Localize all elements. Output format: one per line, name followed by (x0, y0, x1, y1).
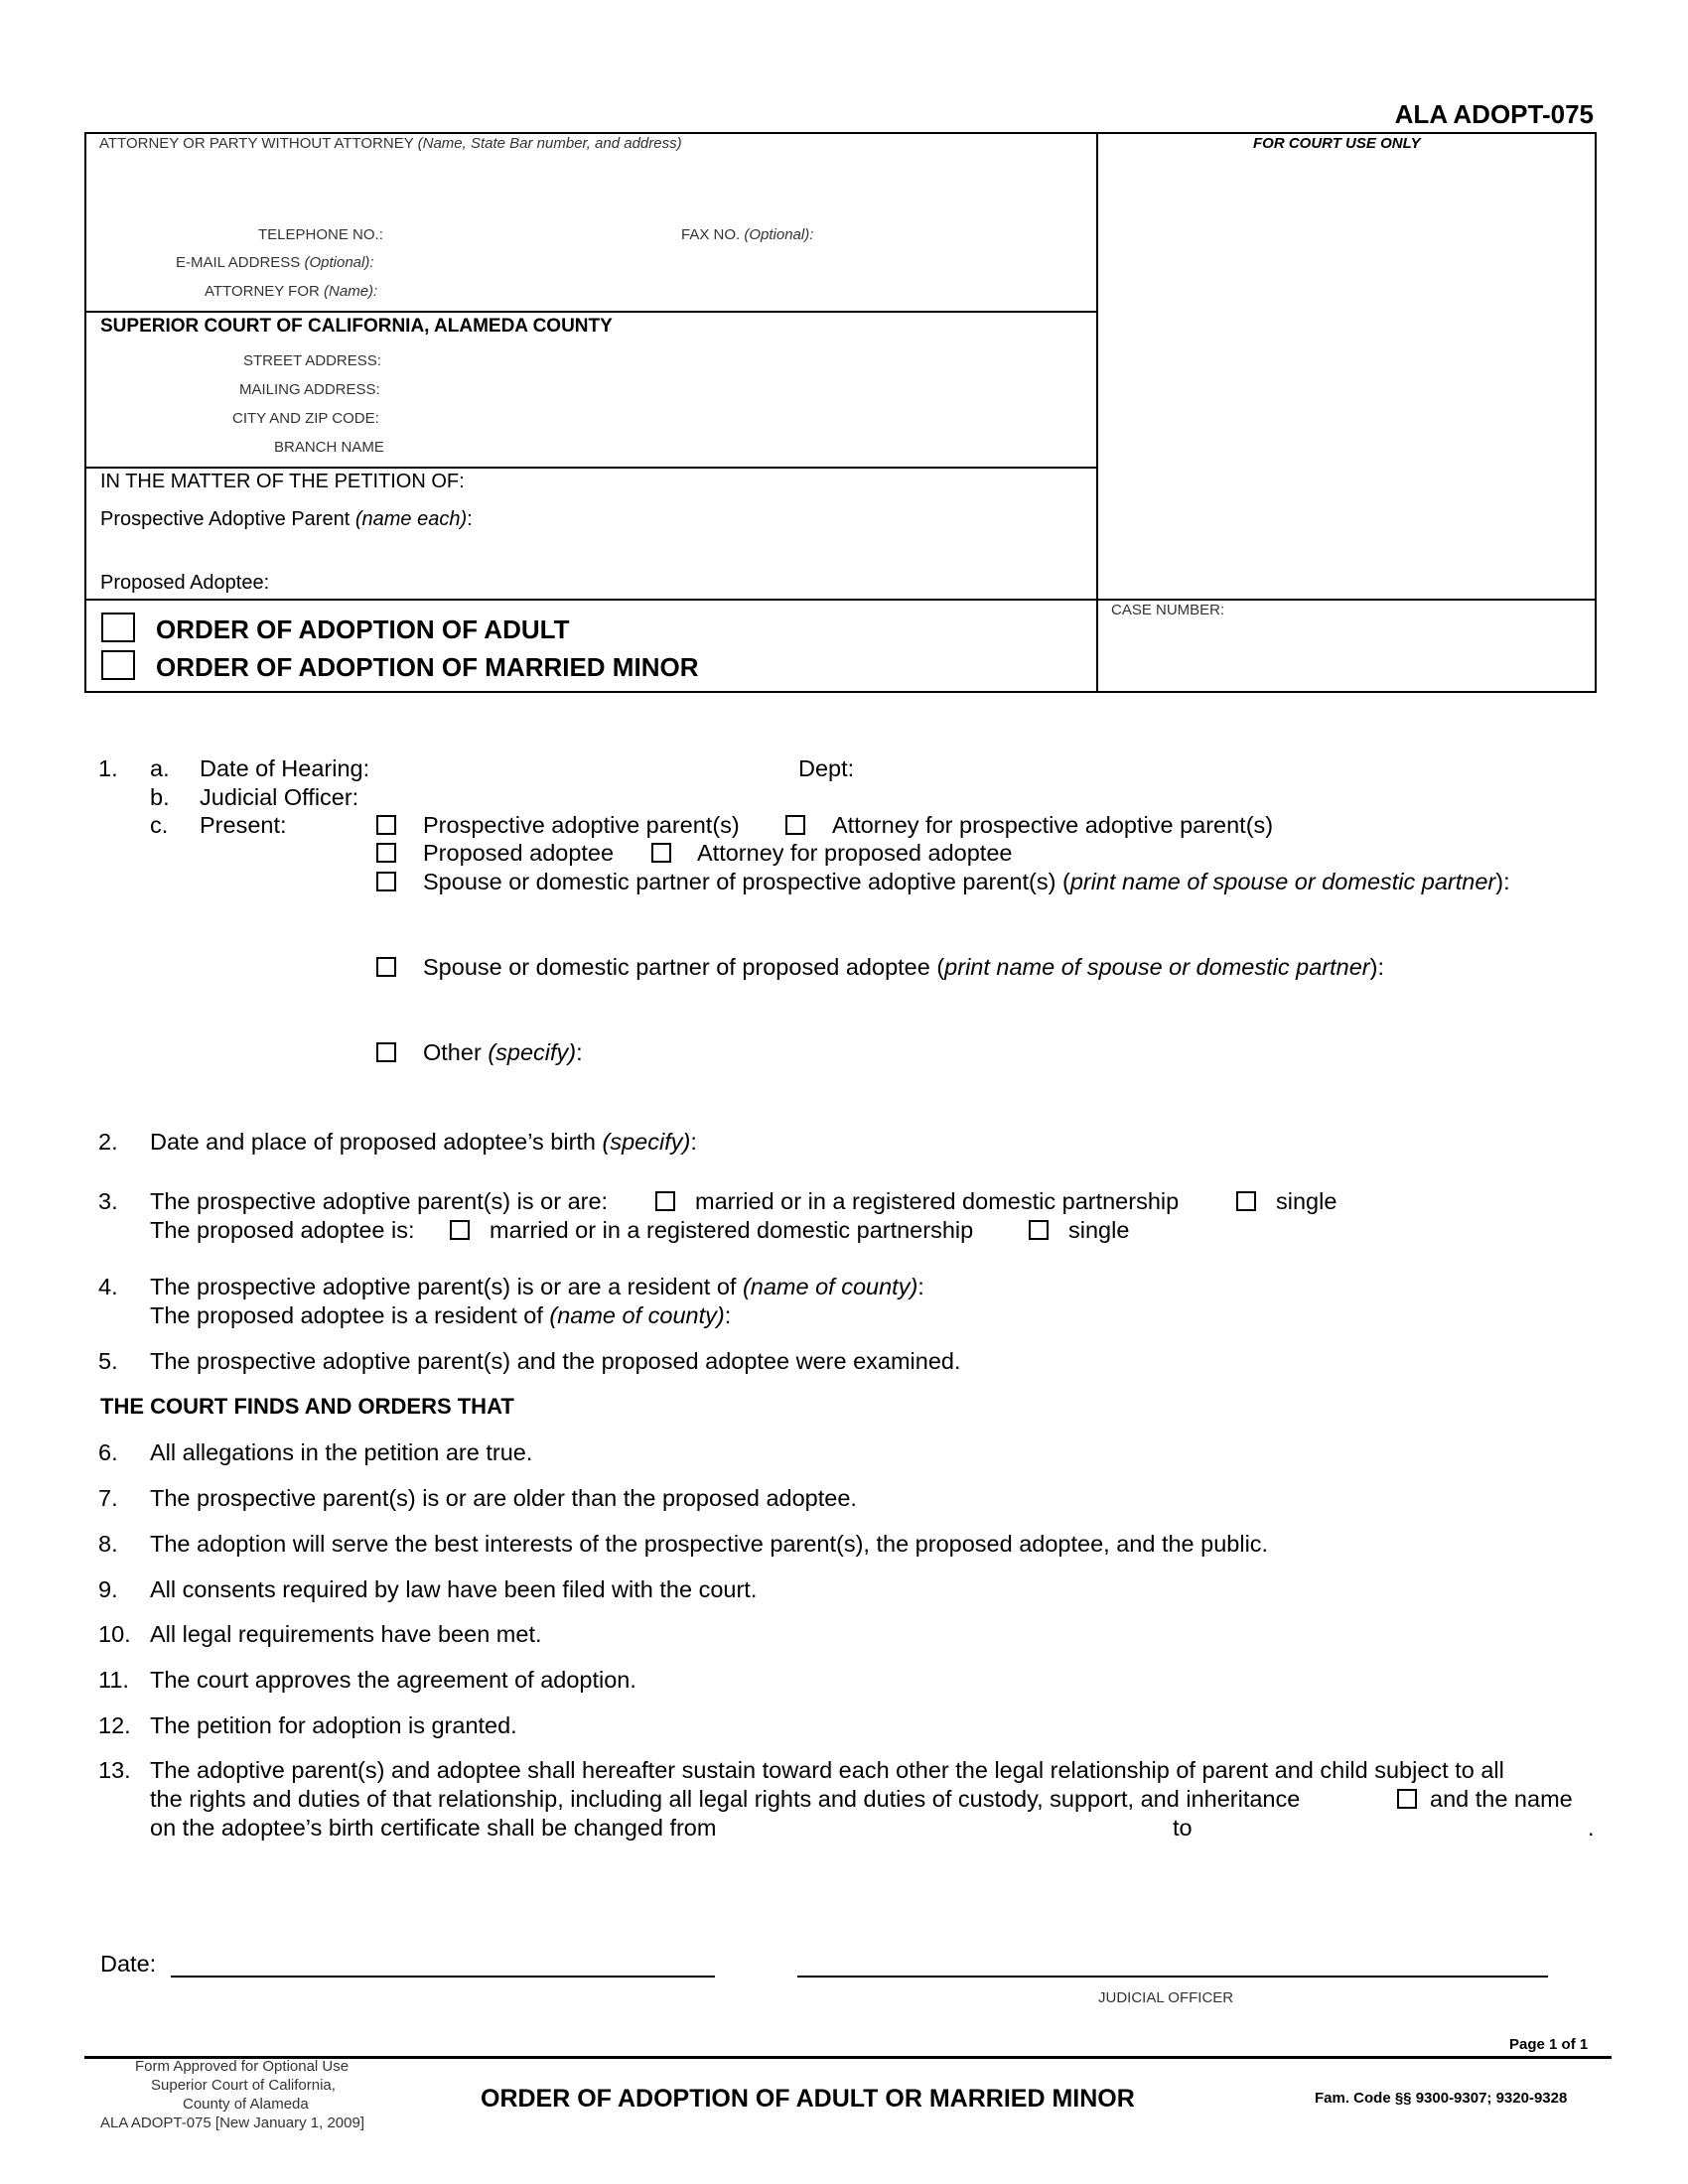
telephone-label: TELEPHONE NO.: (258, 226, 383, 243)
item-13-name-label: and the name (1430, 1786, 1573, 1812)
present-parent-label: Prospective adoptive parent(s) (423, 812, 740, 838)
attorney-for-label: ATTORNEY FOR (Name): (205, 283, 378, 300)
email-label: E-MAIL ADDRESS (Optional): (176, 254, 374, 271)
item-13-line-2: the rights and duties of that relationship, including all legal rights and duties of custody, support, and inheritance (150, 1786, 1301, 1812)
approved-line-1: Form Approved for Optional Use (135, 2058, 350, 2075)
item-4-number: 4. (98, 1274, 118, 1299)
present-spouse-adoptee-checkbox[interactable] (376, 957, 396, 977)
date-hearing-label: Date of Hearing: (200, 755, 370, 781)
item-13-to: to (1173, 1815, 1193, 1841)
item-1b-letter: b. (150, 784, 170, 810)
judicial-officer-caption: JUDICIAL OFFICER (1098, 1989, 1234, 2006)
item-1a-letter: a. (150, 755, 170, 781)
proposed-adoptee-label: Proposed Adoptee: (100, 572, 270, 594)
date-line[interactable] (171, 1976, 715, 1978)
judicial-signature-line[interactable] (797, 1976, 1548, 1978)
city-zip-label: CITY AND ZIP CODE: (232, 410, 379, 427)
adult-checkbox[interactable] (101, 613, 135, 642)
mailing-label: MAILING ADDRESS: (239, 381, 380, 398)
present-adoptee-checkbox[interactable] (376, 843, 396, 863)
caption-rule-3 (84, 599, 1597, 601)
item-13-line-1: The adoptive parent(s) and adoptee shall hereafter sustain toward each other the legal relationship of parent and child subject to all (150, 1757, 1504, 1783)
title-adult: ORDER OF ADOPTION OF ADULT (156, 614, 570, 644)
birth-label: Date and place of proposed adoptee’s birth (specify): (150, 1129, 697, 1155)
parent-single-checkbox[interactable] (1236, 1191, 1256, 1211)
present-spouse-parent-label: Spouse or domestic partner of prospective adoptive parent(s) (print name of spouse or domestic partner): (423, 869, 1510, 894)
present-attorney-parent-label: Attorney for prospective adoptive parent(s) (832, 812, 1274, 838)
item-6-text: All allegations in the petition are true. (150, 1439, 533, 1465)
footer-title: ORDER OF ADOPTION OF ADULT OR MARRIED MINOR (481, 2085, 1135, 2113)
present-spouse-adoptee-label: Spouse or domestic partner of proposed adoptee (print name of spouse or domestic partner): (423, 954, 1384, 980)
present-other-label: Other (specify): (423, 1039, 583, 1065)
fax-label: FAX NO. (Optional): (681, 226, 814, 243)
present-attorney-adoptee-label: Attorney for proposed adoptee (697, 840, 1013, 866)
court-name: SUPERIOR COURT OF CALIFORNIA, ALAMEDA COUNTY (100, 316, 613, 337)
item-3-number: 3. (98, 1188, 118, 1214)
item-10-text: All legal requirements have been met. (150, 1621, 542, 1647)
adoptee-single-label: single (1068, 1217, 1130, 1243)
adoptee-single-checkbox[interactable] (1029, 1220, 1049, 1240)
approved-line-3: County of Alameda (183, 2096, 309, 2113)
parent-married-label: married or in a registered domestic partnership (695, 1188, 1180, 1214)
item-11-text: The court approves the agreement of adoption. (150, 1667, 636, 1693)
title-married-minor: ORDER OF ADOPTION OF MARRIED MINOR (156, 652, 699, 682)
name-change-checkbox[interactable] (1397, 1789, 1417, 1809)
resident-parent-label: The prospective adoptive parent(s) is or are a resident of (name of county): (150, 1274, 924, 1299)
judicial-officer-label: Judicial Officer: (200, 784, 359, 810)
present-spouse-parent-checkbox[interactable] (376, 872, 396, 891)
item-9-number: 9. (98, 1576, 118, 1602)
branch-label: BRANCH NAME (274, 439, 384, 456)
present-attorney-parent-checkbox[interactable] (785, 815, 805, 835)
approved-line-2: Superior Court of California, (151, 2077, 336, 2094)
prospective-parent-label: Prospective Adoptive Parent (name each): (100, 508, 473, 530)
approved-line-4: ALA ADOPT-075 [New January 1, 2009] (100, 2115, 364, 2131)
item-11-number: 11. (98, 1667, 129, 1693)
item-8-text: The adoption will serve the best interests of the prospective parent(s), the proposed adoptee, and the public. (150, 1531, 1269, 1557)
item-8-number: 8. (98, 1531, 118, 1557)
item-7-text: The prospective parent(s) is or are older than the proposed adoptee. (150, 1485, 857, 1511)
form-id: ALA ADOPT-075 (1394, 99, 1594, 129)
item-13-number: 13. (98, 1757, 131, 1783)
present-adoptee-label: Proposed adoptee (423, 840, 615, 866)
item-10-number: 10. (98, 1621, 131, 1647)
matter-label: IN THE MATTER OF THE PETITION OF: (100, 471, 465, 492)
resident-adoptee-label: The proposed adoptee is a resident of (name of county): (150, 1302, 732, 1328)
marital-adoptee-label: The proposed adoptee is: (150, 1217, 415, 1243)
examined-label: The prospective adoptive parent(s) and the proposed adoptee were examined. (150, 1348, 961, 1374)
item-12-text: The petition for adoption is granted. (150, 1712, 517, 1738)
item-12-number: 12. (98, 1712, 131, 1738)
present-label: Present: (200, 812, 287, 838)
present-other-checkbox[interactable] (376, 1042, 396, 1062)
item-2-number: 2. (98, 1129, 118, 1155)
parent-single-label: single (1276, 1188, 1337, 1214)
item-1c-letter: c. (150, 812, 169, 838)
date-label: Date: (100, 1951, 157, 1977)
adoptee-married-label: married or in a registered domestic partnership (490, 1217, 974, 1243)
item-13-line-3: on the adoptee’s birth certificate shall be changed from (150, 1815, 717, 1841)
case-number-label: CASE NUMBER: (1111, 602, 1225, 618)
caption-divider (1096, 132, 1098, 693)
marital-parent-label: The prospective adoptive parent(s) is or are: (150, 1188, 609, 1214)
present-attorney-adoptee-checkbox[interactable] (651, 843, 671, 863)
street-label: STREET ADDRESS: (243, 352, 381, 369)
married-minor-checkbox[interactable] (101, 650, 135, 680)
item-13-period: . (1588, 1815, 1595, 1841)
court-use-label: FOR COURT USE ONLY (1253, 135, 1421, 152)
parent-married-checkbox[interactable] (655, 1191, 675, 1211)
caption-rule-2 (84, 467, 1097, 469)
fam-code: Fam. Code §§ 9300-9307; 9320-9328 (1315, 2090, 1568, 2107)
attorney-label: ATTORNEY OR PARTY WITHOUT ATTORNEY (Name, State Bar number, and address) (99, 135, 682, 152)
caption-rule-1 (84, 311, 1097, 313)
adoptee-married-checkbox[interactable] (450, 1220, 470, 1240)
findings-header: THE COURT FINDS AND ORDERS THAT (100, 1394, 514, 1419)
page-number: Page 1 of 1 (1509, 2036, 1589, 2053)
item-5-number: 5. (98, 1348, 118, 1374)
item-1-number: 1. (98, 755, 118, 781)
item-9-text: All consents required by law have been filed with the court. (150, 1576, 758, 1602)
item-6-number: 6. (98, 1439, 118, 1465)
item-7-number: 7. (98, 1485, 118, 1511)
present-parent-checkbox[interactable] (376, 815, 396, 835)
dept-label: Dept: (798, 755, 855, 781)
